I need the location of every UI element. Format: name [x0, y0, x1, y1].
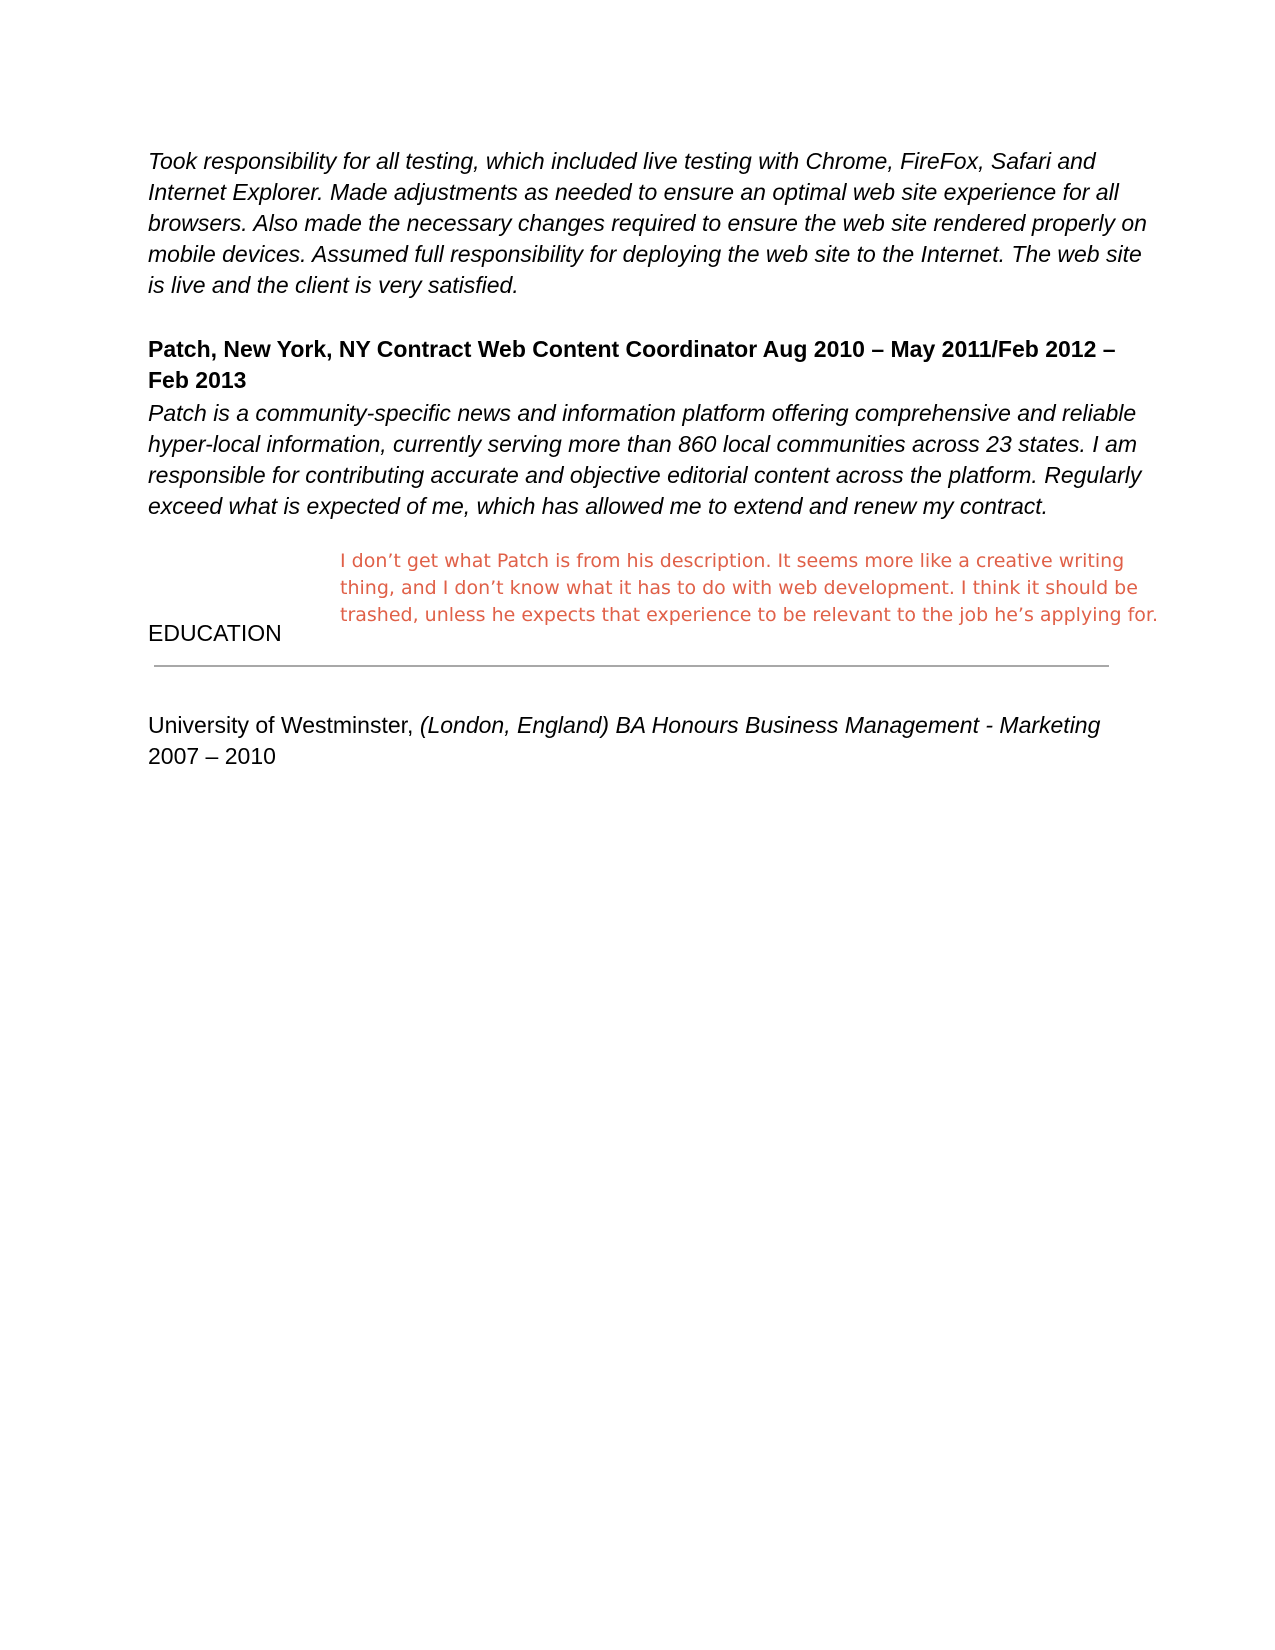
- experience-description-testing: Took responsibility for all testing, which included live testing with Chrome, FireFox, Safari and Internet Explorer. Made adjustments as needed to ensure an optimal web site experience for all browsers. Also made the necessary changes required to ensure the web site rendered properly on mobile devices. Assumed full responsibility for deploying the web site to the Internet. The web site is live and the client is very satisfied.: [148, 148, 1147, 298]
- education-school: University of Westminster,: [148, 712, 414, 738]
- experience-description-patch: Patch is a community-specific news and information platform offering comprehensive and reliable hyper-local information, currently serving more than 860 local communities across 23 states. I am responsible for contributing accurate and objective editorial content across the platform. Regularly exceed what is expected of me, which has allowed me to extend and renew my contract.: [148, 400, 1142, 519]
- education-heading: EDUCATION: [148, 620, 282, 646]
- review-comment: I don’t get what Patch is from his description. It seems more like a creative writing thing, and I don’t know what it has to do with web development. I think it should be trashed, unless he expects that experience to be relevant to the job he’s applying for.: [340, 550, 1159, 626]
- education-entry: [148, 710, 1168, 772]
- section-divider: [154, 665, 1109, 667]
- job-heading-patch: Patch, New York, NY Contract Web Content Coordinator Aug 2010 – May 2011/Feb 2012 – Feb 2013: [148, 336, 1116, 393]
- education-years: 2007 – 2010: [148, 743, 276, 769]
- education-details: (London, England) BA Honours Business Management - Marketing: [419, 712, 1101, 738]
